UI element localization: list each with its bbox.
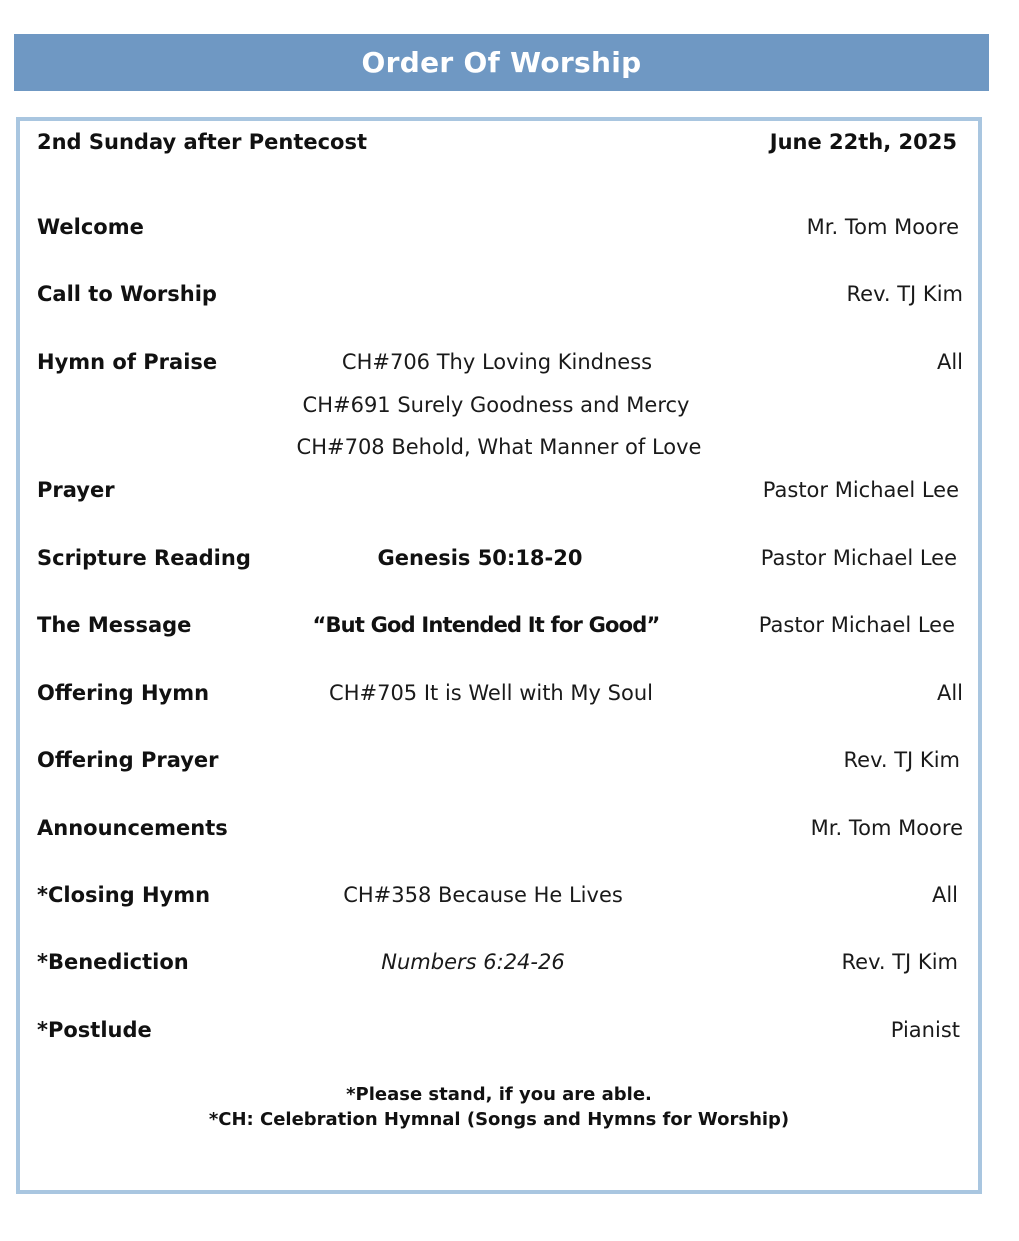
item-label-benediction: *Benediction [37,950,189,974]
item-label-prayer: Prayer [37,478,115,502]
item-leader-announcements: Mr. Tom Moore [810,816,963,840]
item-label-scripture-reading: Scripture Reading [37,546,251,570]
item-label-postlude: *Postlude [37,1018,152,1042]
item-label-announcements: Announcements [37,816,228,840]
service-occasion: 2nd Sunday after Pentecost [37,130,368,154]
footer-note-hymnal: *CH: Celebration Hymnal (Songs and Hymns for Worship) [208,1109,790,1130]
header-banner [14,34,989,91]
item-leader-offering-prayer: Rev. TJ Kim [843,748,960,772]
page-title: Order Of Worship [361,46,642,79]
item-label-the-message: The Message [37,613,192,637]
item-leader-call-to-worship: Rev. TJ Kim [846,282,963,306]
item-leader-hymn-of-praise: All [936,350,963,374]
item-label-welcome: Welcome [37,215,144,239]
item-leader-postlude: Pianist [890,1018,960,1042]
item-detail-benediction: Numbers 6:24-26 [381,950,565,974]
item-detail-scripture-reading: Genesis 50:18-20 [377,546,583,570]
item-detail-hymn-of-praise: CH#706 Thy Loving Kindness [341,350,653,374]
item-leader-welcome: Mr. Tom Moore [806,215,959,239]
item-detail-hymn-2: CH#691 Surely Goodness and Mercy [302,393,690,417]
item-leader-closing-hymn: All [931,883,958,907]
item-leader-benediction: Rev. TJ Kim [841,950,958,974]
program-frame [16,117,982,1194]
item-detail-closing-hymn: CH#358 Because He Lives [343,883,623,907]
item-leader-the-message: Pastor Michael Lee [758,613,955,637]
item-detail-hymn-3: CH#708 Behold, What Manner of Love [296,435,702,459]
item-label-closing-hymn: *Closing Hymn [37,883,211,907]
item-label-offering-prayer: Offering Prayer [37,748,219,772]
footer-note-stand: *Please stand, if you are able. [346,1084,652,1105]
item-label-hymn-of-praise: Hymn of Praise [37,350,218,374]
item-leader-prayer: Pastor Michael Lee [762,478,959,502]
item-detail-the-message: “But God Intended It for Good” [312,613,660,637]
item-leader-offering-hymn: All [936,681,963,705]
item-leader-scripture-reading: Pastor Michael Lee [760,546,957,570]
item-label-call-to-worship: Call to Worship [37,282,217,306]
item-label-offering-hymn: Offering Hymn [37,681,210,705]
item-detail-offering-hymn: CH#705 It is Well with My Soul [329,681,653,705]
service-date: June 22th, 2025 [769,130,957,154]
